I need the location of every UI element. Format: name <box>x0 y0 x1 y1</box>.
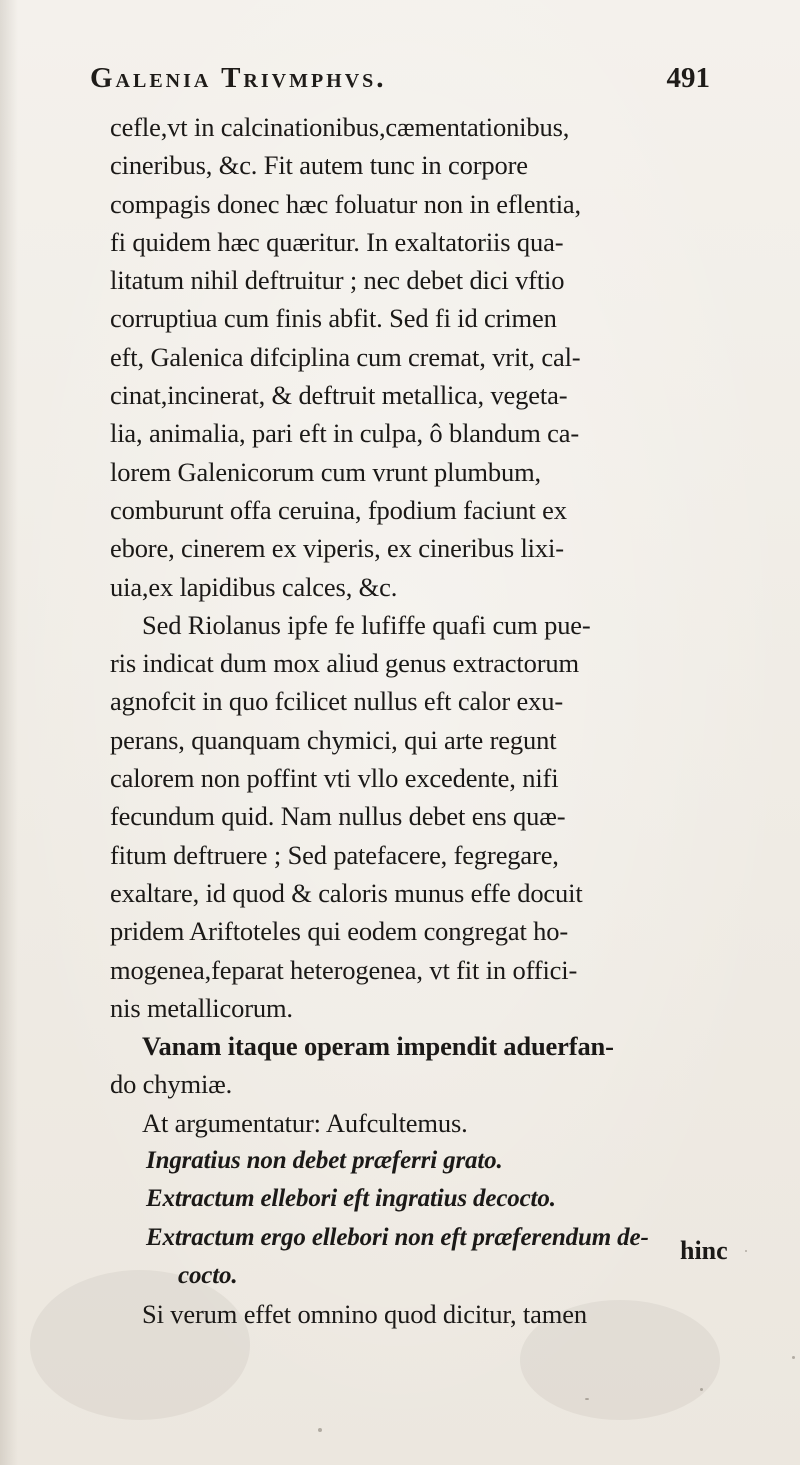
text-line: exaltare, id quod & caloris munus effe docuit <box>110 877 583 908</box>
text-line: pridem Ariftoteles qui eodem congregat ho- <box>110 916 569 947</box>
text-line: perans, quanquam chymici, qui arte regunt <box>110 724 557 755</box>
page-number: 491 <box>666 62 710 94</box>
catchword: hinc <box>680 1236 728 1265</box>
speck <box>745 1250 747 1252</box>
syllogism-conclusion-cont: cocto. <box>178 1261 238 1289</box>
paragraph-start-line: Vanam itaque operam impendit aduerfan- <box>142 1031 614 1062</box>
speck <box>792 1356 795 1359</box>
paragraph-start-line: At argumentatur: Aufcultemus. <box>142 1107 468 1138</box>
syllogism-major: Ingratius non debet præferri grato. <box>146 1147 503 1175</box>
text-line: lorem Galenicorum cum vrunt plumbum, <box>110 456 542 487</box>
text-line: mogenea,feparat heterogenea, vt fit in offici- <box>110 954 578 985</box>
text-line: compagis donec hæc foluatur non in eflentia, <box>110 188 581 219</box>
text-line: nis metallicorum. <box>110 992 293 1023</box>
text-line: comburunt offa ceruina, fpodium faciunt ex <box>110 494 567 525</box>
text-line: ris indicat dum mox aliud genus extractorum <box>110 648 579 679</box>
gutter-shadow <box>0 0 18 1465</box>
paragraph-start-line: Si verum effet omnino quod dicitur, tamen <box>142 1299 587 1330</box>
text-line: uia,ex lapidibus calces, &c. <box>110 571 398 602</box>
text-line: fecundum quid. Nam nullus debet ens quæ- <box>110 801 566 832</box>
body-text <box>110 108 730 1334</box>
text-line: calorem non poffint vti vllo excedente, nifi <box>110 763 559 794</box>
speck <box>318 1428 322 1432</box>
text-line: lia, animalia, pari eft in culpa, ô blandum ca- <box>110 418 580 449</box>
text-line: cineribus, &c. Fit autem tunc in corpore <box>110 150 528 181</box>
speck <box>700 1388 703 1391</box>
text-line: litatum nihil deftruitur ; nec debet dici vftio <box>110 265 565 296</box>
text-line: do chymiæ. <box>110 1069 233 1100</box>
running-head <box>90 62 710 106</box>
text-line: fitum deftruere ; Sed patefacere, fegregare, <box>110 839 559 870</box>
text-line: eft, Galenica difciplina cum cremat, vrit, cal- <box>110 341 581 372</box>
syllogism-conclusion: Extractum ergo ellebori non eft præferendum de- <box>146 1223 649 1251</box>
text-line: cinat,incinerat, & deftruit metallica, vegeta- <box>110 380 568 411</box>
speck <box>585 1398 589 1400</box>
syllogism-minor: Extractum ellebori eft ingratius decocto. <box>146 1185 556 1213</box>
text-line: ebore, cinerem ex viperis, ex cineribus lixi- <box>110 533 564 564</box>
text-line: agnofcit in quo fcilicet nullus eft calor exu- <box>110 686 564 717</box>
text-line: fi quidem hæc quæritur. In exaltatoriis qua- <box>110 226 564 257</box>
paragraph-start-line: Sed Riolanus ipfe fe lufiffe quafi cum pue- <box>142 609 591 640</box>
text-line: corruptiua cum finis abfit. Sed fi id crimen <box>110 303 557 334</box>
running-title: Galenia Trivmphvs. <box>90 62 387 94</box>
text-line: cefle,vt in calcinationibus,cæmentationibus, <box>110 112 570 142</box>
